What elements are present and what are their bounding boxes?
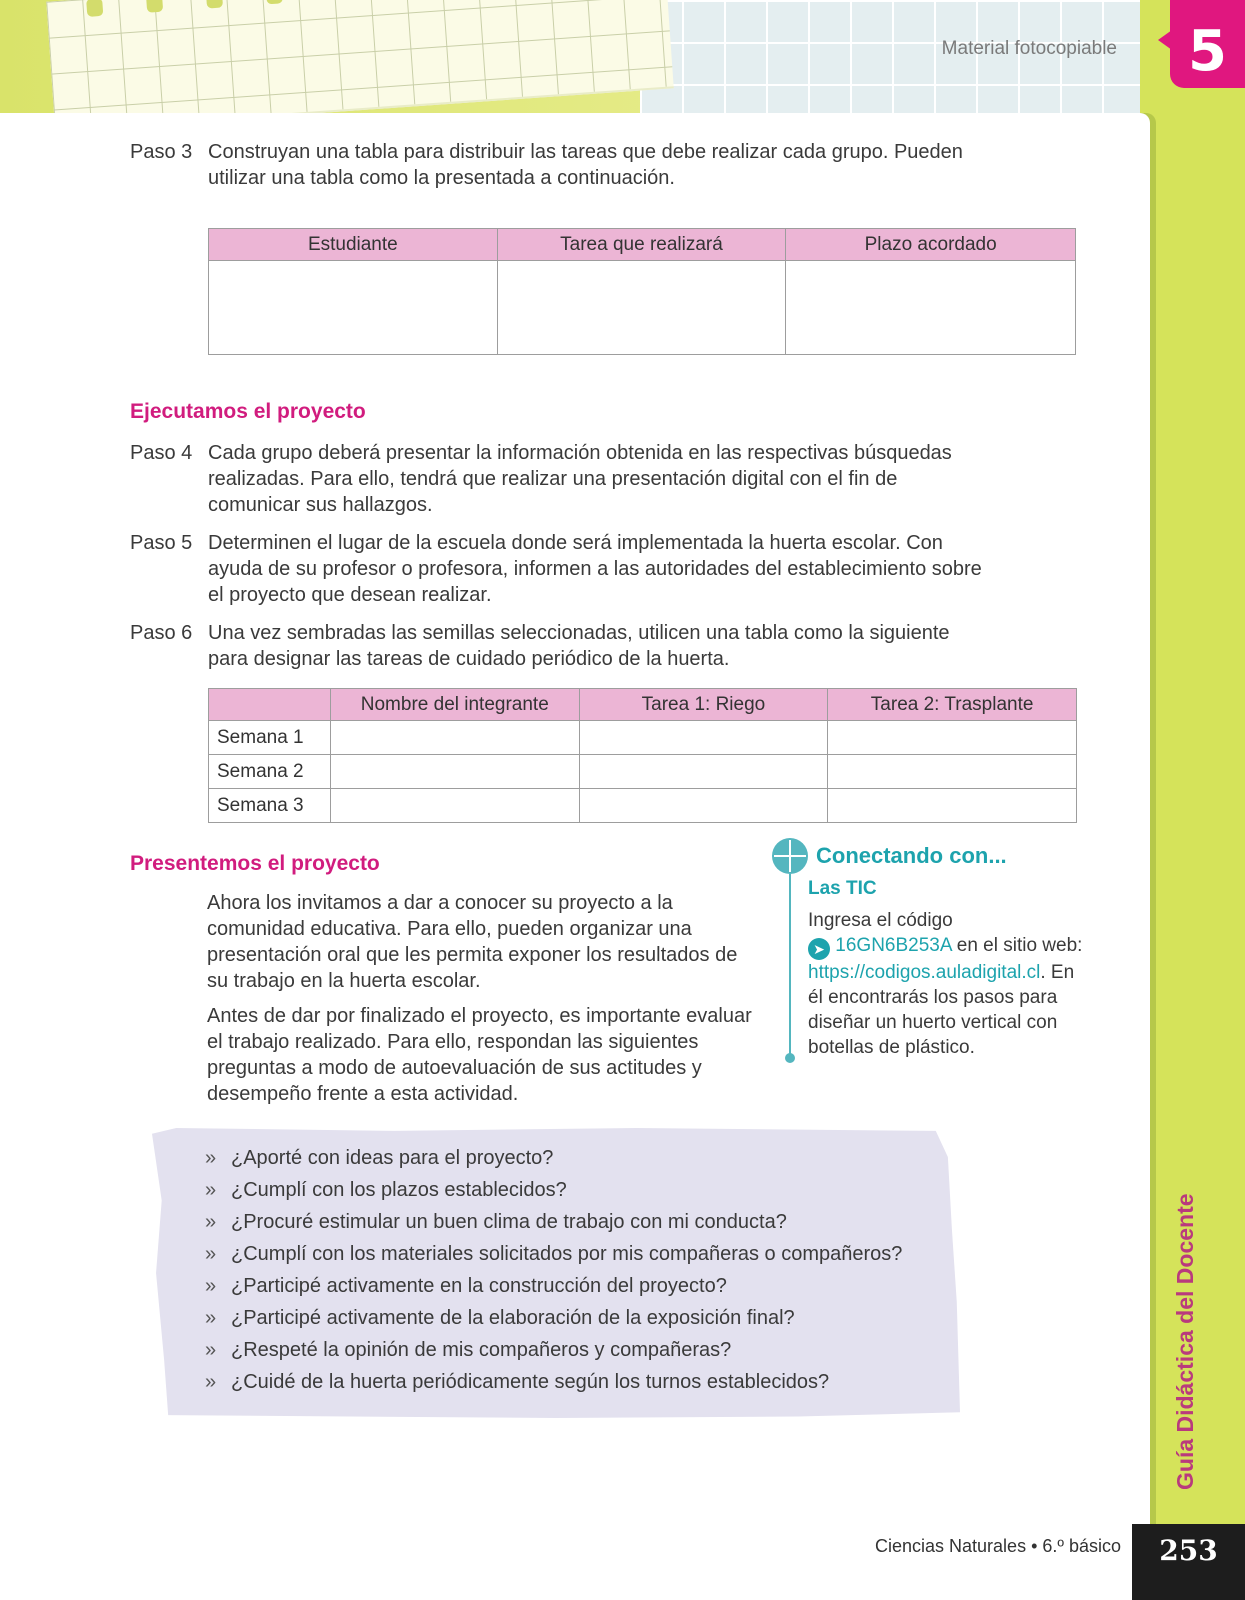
step-label: Paso 4 [130, 442, 193, 464]
table-header-cell: Tarea 1: Riego [579, 689, 828, 721]
row-label-cell: Semana 3 [209, 789, 331, 823]
question-text: ¿Cuidé de la huerta periódicamente según los turnos establecidos? [231, 1371, 830, 1393]
unit-number-badge: 5 [1170, 0, 1245, 88]
step-text: Construyan una tabla para distribuir las tareas que debe realizar cada grupo. Pueden utilizar una tabla como la presentada a continuación. [208, 141, 963, 189]
question-text: ¿Participé activamente de la elaboración de la exposición final? [231, 1307, 795, 1329]
question-text: ¿Cumplí con los plazos establecidos? [231, 1179, 567, 1201]
step-paso-4 [130, 440, 990, 520]
presentemos-paragraph-1: Ahora los invitamos a dar a conocer su proyecto a la comunidad educativa. Para ello, pueden organizar una presentación oral que les permita exponer los resultados de su trabajo en la huerta escolar. [207, 892, 738, 992]
bullet-marker: » [205, 1339, 217, 1361]
bullet-marker: » [205, 1147, 217, 1169]
question-text: ¿Participé activamente en la construcción del proyecto? [231, 1275, 727, 1297]
conectando-title: Conectando con... [816, 843, 1007, 868]
list-item [205, 1366, 945, 1398]
step-paso-6 [130, 620, 990, 674]
table-cell [497, 261, 786, 355]
bullet-marker: » [205, 1211, 217, 1233]
table-cell [330, 721, 579, 755]
bullet-marker: » [205, 1307, 217, 1329]
table-header-cell: Tarea 2: Trasplante [828, 689, 1077, 721]
table-cell [579, 721, 828, 755]
table-cell [330, 755, 579, 789]
table-cell [828, 755, 1077, 789]
conectando-body [808, 908, 1088, 1060]
question-text: ¿Procuré estimular un buen clima de trabajo con mi conducta? [231, 1211, 787, 1233]
section-title-ejecutamos: Ejecutamos el proyecto [130, 400, 366, 423]
conectando-text: . En él encontrarás los pasos para diseñar un huerto vertical con botellas de plástico. [808, 962, 1075, 1058]
task-distribution-table [208, 228, 1076, 355]
notebook-ring [206, 0, 223, 9]
send-arrow-icon: ➤ [808, 938, 830, 960]
question-text: ¿Aporté con ideas para el proyecto? [231, 1147, 554, 1169]
table-cell [330, 789, 579, 823]
table-cell [828, 789, 1077, 823]
globe-network-icon [772, 838, 808, 874]
list-item [205, 1206, 945, 1238]
question-text: ¿Respeté la opinión de mis compañeros y compañeras? [231, 1339, 732, 1361]
step-paso-3 [130, 139, 990, 193]
page-number: 253 [1132, 1524, 1245, 1600]
step-paso-5 [130, 530, 990, 610]
connector-dot [785, 1053, 795, 1063]
bullet-marker: » [205, 1275, 217, 1297]
question-text: ¿Cumplí con los materiales solicitados por mis compañeras o compañeros? [231, 1243, 903, 1265]
step-label: Paso 6 [130, 622, 193, 644]
conectando-text: en el sitio web: [951, 935, 1083, 956]
table-header-row [209, 689, 1077, 721]
table-row [209, 789, 1077, 823]
footer-subject: Ciencias Naturales • 6.º básico [875, 1536, 1121, 1556]
table-cell [828, 721, 1077, 755]
notebook-ring [266, 0, 283, 4]
table-header-cell [209, 689, 331, 721]
step-text: Determinen el lugar de la escuela donde será implementada la huerta escolar. Con ayuda de su profesor o profesora, informen a las autoridades del establecimiento sobre el proyecto que desean realizar. [208, 532, 982, 606]
list-item [205, 1174, 945, 1206]
list-item [205, 1238, 945, 1270]
row-label-cell: Semana 1 [209, 721, 331, 755]
table-header-cell: Tarea que realizará [497, 229, 786, 261]
table-header-cell: Estudiante [209, 229, 498, 261]
section-title-presentemos: Presentemos el proyecto [130, 852, 380, 875]
table-header-cell: Nombre del integrante [330, 689, 579, 721]
conectando-text: Ingresa el código [808, 910, 953, 931]
step-label: Paso 3 [130, 141, 193, 163]
self-evaluation-questions [205, 1142, 945, 1398]
table-cell [786, 261, 1076, 355]
table-cell [209, 261, 498, 355]
connector-line [789, 874, 791, 1054]
weekly-care-table [208, 688, 1077, 823]
presentemos-paragraph-2: Antes de dar por finalizado el proyecto, es importante evaluar el trabajo realizado. Para ello, respondan las siguientes preguntas a modo de autoevaluación de sus actitudes y desempeño frente a esta actividad. [207, 1005, 752, 1105]
table-row [209, 261, 1076, 355]
table-cell [579, 755, 828, 789]
list-item [205, 1302, 945, 1334]
table-cell [579, 789, 828, 823]
side-vertical-title: Guía Didáctica del Docente [1172, 1193, 1198, 1490]
step-label: Paso 5 [130, 532, 193, 554]
table-header-cell: Plazo acordado [786, 229, 1076, 261]
table-header-row [209, 229, 1076, 261]
bullet-marker: » [205, 1179, 217, 1201]
bullet-marker: » [205, 1371, 217, 1393]
table-row [209, 721, 1077, 755]
step-text: Cada grupo deberá presentar la información obtenida en las respectivas búsquedas realizadas. Para ello, tendrá que realizar una presentación digital con el fin de comunicar sus hallazgos. [208, 442, 952, 516]
step-text: Una vez sembradas las semillas seleccionadas, utilicen una tabla como la siguiente para designar las tareas de cuidado periódico de la huerta. [208, 622, 950, 670]
list-item [205, 1334, 945, 1366]
notebook-ring [86, 0, 103, 17]
list-item [205, 1270, 945, 1302]
access-code: 16GN6B253A [835, 935, 952, 956]
bullet-marker: » [205, 1243, 217, 1265]
conectando-subtitle: Las TIC [808, 878, 877, 899]
notebook-ring [146, 0, 163, 13]
table-row [209, 755, 1077, 789]
list-item [205, 1142, 945, 1174]
row-label-cell: Semana 2 [209, 755, 331, 789]
header-label: Material fotocopiable [941, 38, 1117, 59]
website-link[interactable]: https://codigos.auladigital.cl [808, 962, 1041, 983]
